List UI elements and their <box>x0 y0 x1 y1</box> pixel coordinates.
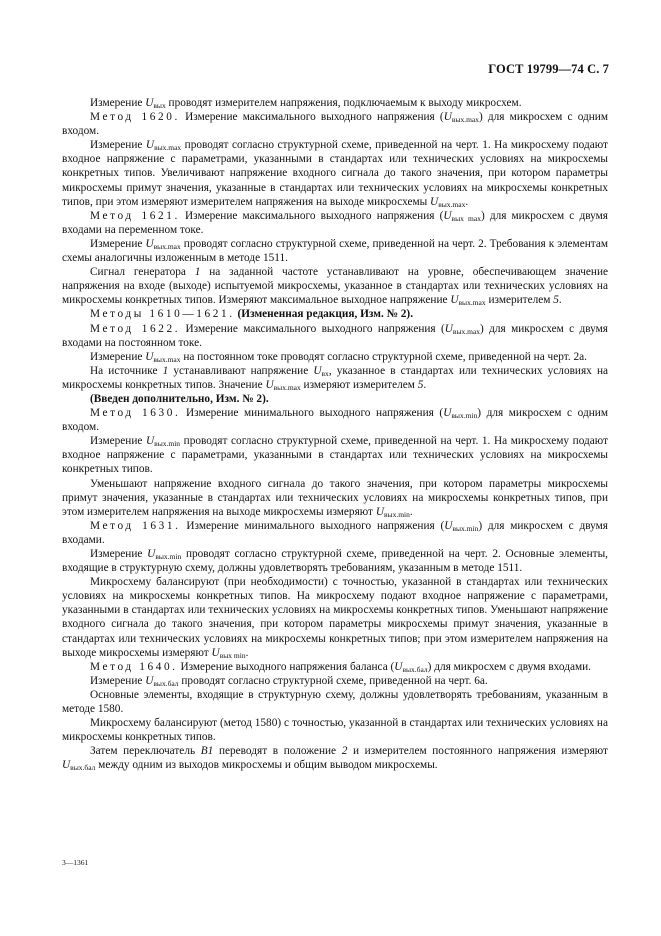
paragraph: Измерение $U_{вых.min}$ проводят согласно структурной схеме, приведенной на черт. 2. Основные элементы, входящие в структурную схему, должны удовлетворять требованиям, указанным в методе 1511. <box>62 548 609 575</box>
paragraph: На источнике 1 устанавливают напряжение $U_{вх}$, указанное в стандартах или технических условиях на микросхемы конкретных типов. Значение $U_{вых.max}$ измеряют измерителем 5. <box>62 364 608 392</box>
page-header: ГОСТ 19799—74 С. 7 <box>488 62 609 76</box>
method-1622: Метод 1622. Измерение максимального выходного напряжения $(U_{вых.max})$ для микросхем с двумя входами на постоянном токе. <box>62 322 608 349</box>
paragraph: Измерение $U_{вых.max}$ на постоянном токе проводят согласно структурной схеме, приведенной на черт. 2а. <box>90 350 587 364</box>
amendment-note: (Введен дополнительно, Изм. № 2). <box>90 392 269 405</box>
paragraph: Измерение $U_{вых.max}$ проводят согласно структурной схеме, приведенной на черт. 1. На микросхему подают входное напряжение с параметрами, указанными в стандартах или технических условиях на микросхемы конкретных типов. Увеличивают напряжение входного сигнала до такого значения, при котором параметры микросхемы примут значения, указанные в стандартах или технических условиях на микросхемы конкретных типов, при этом измеряют измерителем напряжения на выходе микросхемы $U_{вых.max}$. <box>62 139 608 209</box>
paragraph: Измерение $U_{вых.min}$ проводят согласно структурной схеме, приведенной на черт. 1. На микросхему подают входное напряжение с параметрами, указанными в стандартах или технических условиях на микросхемы конкретных типов. <box>62 435 609 476</box>
paragraph: Измерение $U_{вых}$ проводят измерителем напряжения, подключаемым к выходу микросхем. <box>90 97 522 110</box>
paragraph: Основные элементы, входящие в структурную схему, должны удовлетворять требованиям, указанным в методе 1580. <box>62 688 608 716</box>
method-1631: Метод 1631. Измерение минимального выходного напряжения $(U_{вых.min})$ для микросхем с двумя входами. <box>62 519 608 546</box>
paragraph: Измерение $U_{вых.бал}$ проводят согласно структурной схеме, приведенной на черт. 6а. <box>90 674 488 688</box>
paragraph: Измерение $U_{вых.max}$ проводят согласно структурной схеме, приведенной на черт. 2. Требования к элементам схемы аналогичны изложенным в методе 1511. <box>62 237 609 265</box>
paragraph: Микросхему балансируют (при необходимости) с точностью, указанной в стандартах или технических условиях на микросхемы конкретных типов. На микросхему подают входное напряжение с параметрами, указанными в стандартах или технических условиях на микросхемы конкретных типов. Уменьшают напряжение входного сигнала до такого значения, при котором параметры микросхемы примут значения, указанные в стандартах или технических условиях на микросхемы конкретных типов; при этом измерителем напряжения на выходе микросхемы измеряют $U_{вых min}$. <box>62 576 608 660</box>
method-1620: Метод 1620. Измерение максимального выходного напряжения $(U_{вых.max})$ для микросхем с одним входом. <box>62 111 608 138</box>
document-body <box>62 96 608 773</box>
method-1630: Метод 1630. Измерение минимального выходного напряжения $(U_{вых.min})$ для микросхем с одним входом. <box>62 407 608 434</box>
method-1640: Метод 1640. Измерение выходного напряжения баланса $(U_{вых.бал})$ для микросхем с двумя входами. <box>90 660 591 674</box>
paragraph: Уменьшают напряжение входного сигнала до такого значения, при котором параметры микросхемы примут значения, указанные в стандартах или технических условиях на микросхемы конкретных типов, при этом измерителем напряжения на выходе микросхемы измеряют $U_{вых.min}$. <box>62 477 608 519</box>
page-footer-code: 3—1361 <box>62 858 89 867</box>
paragraph: Затем переключатель B1 переводят в положение 2 и измерителем постоянного напряжения измеряют $U_{вых.бал}$ между одним из выходов микросхемы и общим выводом микросхемы. <box>62 745 608 773</box>
paragraph: Микросхему балансируют (метод 1580) с точностью, указанной в стандартах или технических условиях на микросхемы конкретных типов. <box>62 717 608 744</box>
amendment-note: Методы 1610—1621. (Измененная редакция, Изм. № 2). <box>90 308 414 321</box>
paragraph: Сигнал генератора 1 на заданной частоте устанавливают на уровне, обеспечивающем значение напряжения на входе (выходе) испытуемой микросхемы, указанное в стандартах или технических условиях на микросхемы конкретных типов. Измеряют максимальное выходное напряжение $U_{вых.max}$ измерителем 5. <box>62 266 609 308</box>
method-1621: Метод 1621. Измерение максимального выходного напряжения $(U_{вых max})$ для микросхем с двумя входами на переменном токе. <box>62 209 608 236</box>
